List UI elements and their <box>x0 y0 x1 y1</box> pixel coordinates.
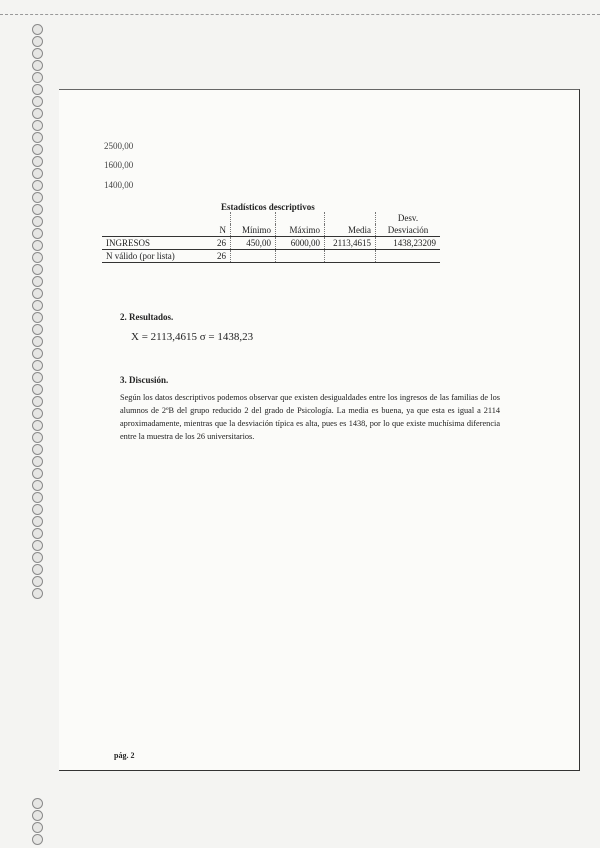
binder-hole <box>32 192 43 203</box>
table-header: Desv. <box>376 212 441 224</box>
discussion-paragraph: Según los datos descriptivos podemos observar que existen desigualdades entre los ingresos de las familias de los alumnos de 2ºB del grupo reducido 2 del grado de Psicología. La media es buena, ya que esta es igual a 2114 aproximadamente, mientras que la desviación típica es alta, pues es 1438, por lo que existe muchísima diferencia entre la muestra de los 26 universitarios. <box>120 393 500 441</box>
binder-hole <box>32 252 43 263</box>
table-header-row <box>102 224 440 237</box>
binder-hole <box>32 798 43 809</box>
binder-hole <box>32 468 43 479</box>
binder-hole <box>32 288 43 299</box>
table-cell: 6000,00 <box>276 237 325 250</box>
table-header: Máximo <box>276 224 325 237</box>
table-header <box>102 224 200 237</box>
binder-hole <box>32 588 43 599</box>
table-header: Mínimo <box>231 224 276 237</box>
table-row <box>102 237 440 250</box>
table-header: Media <box>325 224 376 237</box>
binder-hole <box>32 36 43 47</box>
binder-hole <box>32 156 43 167</box>
table-cell: 1438,23209 <box>376 237 441 250</box>
binder-hole <box>32 834 43 845</box>
binder-hole <box>32 276 43 287</box>
table-header-row-top <box>102 212 440 224</box>
binder-hole <box>32 180 43 191</box>
binder-hole <box>32 48 43 59</box>
binder-hole <box>32 132 43 143</box>
binder-hole <box>32 84 43 95</box>
binder-hole <box>32 204 43 215</box>
binder-hole <box>32 528 43 539</box>
binder-hole <box>32 228 43 239</box>
binder-hole <box>32 504 43 515</box>
binder-hole <box>32 444 43 455</box>
binder-hole <box>32 552 43 563</box>
binder-hole <box>32 108 43 119</box>
chart-axis-label: 1600,00 <box>104 160 134 170</box>
chart-axis-label: 1400,00 <box>104 180 134 190</box>
table-header: Desviación <box>376 224 441 237</box>
scan-top-edge <box>0 14 600 19</box>
table-cell <box>276 250 325 263</box>
binder-hole <box>32 576 43 587</box>
binder-hole <box>32 810 43 821</box>
table-cell: 26 <box>200 237 231 250</box>
binder-hole <box>32 300 43 311</box>
binder-hole <box>32 432 43 443</box>
table-header <box>102 212 200 224</box>
binder-hole <box>32 120 43 131</box>
binder-hole <box>32 312 43 323</box>
binder-hole <box>32 492 43 503</box>
binder-hole <box>32 264 43 275</box>
table-cell: 2113,4615 <box>325 237 376 250</box>
binder-hole <box>32 168 43 179</box>
binder-hole <box>32 540 43 551</box>
binder-hole <box>32 372 43 383</box>
binder-hole <box>32 348 43 359</box>
binder-hole <box>32 324 43 335</box>
binder-hole <box>32 216 43 227</box>
results-heading: 2. Resultados. <box>120 312 174 322</box>
binder-holes <box>30 24 50 844</box>
table-header: N <box>219 225 226 235</box>
table-header <box>325 212 376 224</box>
binder-hole <box>32 456 43 467</box>
table-cell <box>231 250 276 263</box>
table-cell-label: N válido (por lista) <box>102 250 200 263</box>
chart-axis-label: 2500,00 <box>104 141 134 151</box>
binder-hole <box>32 408 43 419</box>
table-cell <box>376 250 441 263</box>
stats-table-title: Estadísticos descriptivos <box>221 202 315 212</box>
table-cell: 26 <box>200 250 231 263</box>
binder-hole <box>32 240 43 251</box>
binder-hole <box>32 144 43 155</box>
binder-hole <box>32 336 43 347</box>
binder-hole <box>32 564 43 575</box>
binder-hole <box>32 72 43 83</box>
table-row <box>102 250 440 263</box>
binder-hole <box>32 516 43 527</box>
table-cell <box>325 250 376 263</box>
results-formula: X = 2113,4615 σ = 1438,23 <box>131 331 254 343</box>
stats-table <box>102 212 440 263</box>
binder-hole <box>32 396 43 407</box>
binder-hole <box>32 360 43 371</box>
binder-hole <box>32 60 43 71</box>
binder-hole <box>32 96 43 107</box>
page-number: pág. 2 <box>114 751 135 760</box>
table-header <box>231 212 276 224</box>
binder-hole <box>32 822 43 833</box>
table-cell-label: INGRESOS <box>102 237 200 250</box>
table-header <box>276 212 325 224</box>
binder-hole <box>32 384 43 395</box>
discussion-heading: 3. Discusión. <box>120 375 169 385</box>
table-cell: 450,00 <box>231 237 276 250</box>
binder-hole <box>32 420 43 431</box>
binder-hole <box>32 24 43 35</box>
binder-hole <box>32 480 43 491</box>
table-header <box>200 212 231 224</box>
